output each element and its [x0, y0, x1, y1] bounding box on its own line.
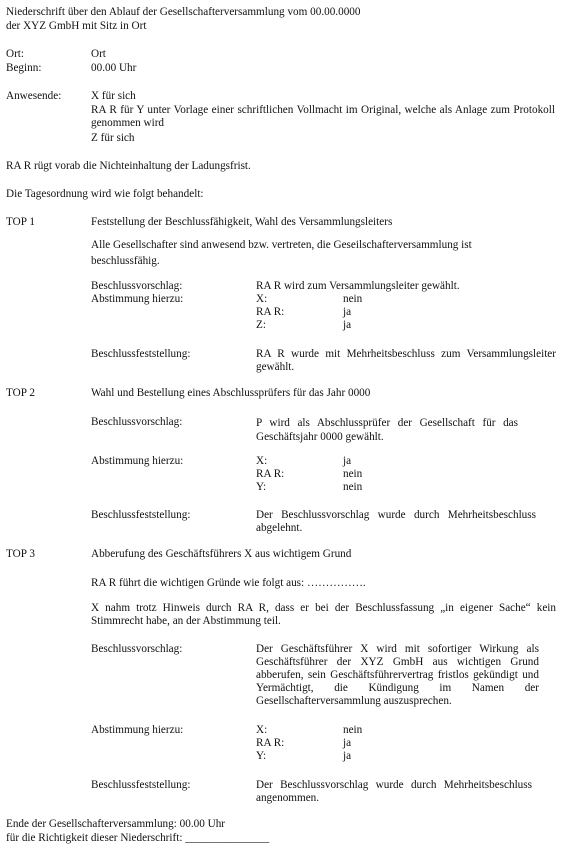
top2-number: TOP 2: [6, 387, 35, 399]
ort-label: Ort:: [6, 48, 25, 60]
top1-feststellung-label: Beschlussfeststellung:: [91, 348, 191, 360]
vote-name: X:: [256, 724, 268, 736]
ort-value: Ort: [91, 48, 106, 60]
top2-abstimmung-label: Abstimmung hierzu:: [91, 455, 184, 467]
vote-value: ja: [343, 737, 352, 749]
tagesordnung-text: Die Tagesordnung wird wie folgt behandelt:: [6, 188, 204, 200]
beginn-label: Beginn:: [6, 62, 42, 74]
vote-value: nein: [343, 481, 363, 493]
vote-value: nein: [343, 468, 363, 480]
vote-name: Y:: [256, 750, 267, 762]
top1-abstimmung-label: Abstimmung hierzu:: [91, 293, 184, 305]
top1-number: TOP 1: [6, 216, 35, 228]
top1-note: Alle Gesellschafter sind anwesend bzw. vertreten, die Geseilschafterversammlung ist beschlussfähig.: [91, 239, 472, 267]
vote-name: RA R:: [256, 306, 285, 318]
top3-abstimmung-label: Abstimmung hierzu:: [91, 724, 184, 736]
vote-name: Z:: [256, 319, 266, 331]
vote-name: RA R:: [256, 468, 285, 480]
top1-title: Feststellung der Beschlussfähigkeit, Wahl des Versammlungsleiters: [91, 216, 393, 228]
top2-feststellung-label: Beschlussfeststellung:: [91, 509, 191, 521]
top3-feststellung-label: Beschlussfeststellung:: [91, 779, 191, 791]
vote-name: X:: [256, 293, 268, 305]
top3-number: TOP 3: [6, 548, 35, 560]
top2-vorschlag-label: Beschlussvorschlag:: [91, 416, 183, 428]
document-title: Niederschrift über den Ablauf der Gesellschafterversammlung vom 00.00.0000: [6, 6, 361, 18]
vote-value: nein: [343, 724, 363, 736]
top3-vorschlag-label: Beschlussvorschlag:: [91, 643, 183, 655]
richtigkeit-signature-line: für die Richtigkeit dieser Niederschrift: _______________: [6, 832, 270, 844]
ruege-text: RA R rügt vorab die Nichteinhaltung der Ladungsfrist.: [6, 160, 251, 172]
top2-title: Wahl und Bestellung eines Abschlussprüfers für das Jahr 0000: [91, 387, 371, 399]
top2-vorschlag-text: P wird als Abschlussprüfer der Gesellschaft für das Geschäftsjahr 0000 gewählt.: [256, 417, 518, 443]
vote-value: ja: [343, 306, 352, 318]
anwesende-label: Anwesende:: [6, 90, 62, 102]
anwesende-item: RA R für Y unter Vorlage einer schriftlichen Vollmacht im Original, welche als Anlage zum Protokoll genommen wird: [91, 104, 555, 129]
vote-value: ja: [343, 750, 352, 762]
top3-vorschlag-text: Der Geschäftsführer X wird mit sofortiger Wirkung als Geschäftsführer der XYZ GmbH aus wichtigen Grund abberufen, sein Geschäftsführervertrag fristlos gekündigt und Yermächtigt, die Kündigung im Namen der Gesellschafterversammlung auszusprechen.: [256, 643, 539, 707]
vote-name: Y:: [256, 481, 267, 493]
document-subtitle: der XYZ GmbH mit Sitz in Ort: [6, 20, 147, 32]
top3-gruende-text: RA R führt die wichtigen Gründe wie folgt aus: …………….: [91, 577, 366, 589]
vote-name: X:: [256, 455, 268, 467]
top1-vorschlag-label: Beschlussvorschlag:: [91, 280, 183, 292]
anwesende-item: X für sich: [91, 90, 136, 102]
top3-feststellung-text: Der Beschlussvorschlag wurde durch Mehrheitsbeschluss angenommen.: [256, 779, 532, 804]
vote-value: nein: [343, 293, 363, 305]
anwesende-item: Z für sich: [91, 132, 135, 144]
vote-name: RA R:: [256, 737, 285, 749]
top3-title: Abberufung des Geschäftsführers X aus wichtigem Grund: [91, 548, 352, 560]
vote-value: ja: [343, 319, 352, 331]
top3-hinweis-text: X nahm trotz Hinweis durch RA R, dass er bei der Beschlussfassung „in eigener Sache“ kein Stimmrecht habe, an der Abstimmung teil.: [91, 602, 556, 627]
top1-vorschlag-text: RA R wird zum Versammlungsleiter gewählt.: [256, 280, 460, 292]
top1-feststellung-text: RA R wurde mit Mehrheitsbeschluss zum Versammlungsleiter gewählt.: [256, 348, 556, 373]
beginn-value: 00.00 Uhr: [91, 62, 137, 74]
ende-text: Ende der Gesellschafterversammlung: 00.00 Uhr: [6, 818, 226, 830]
top2-feststellung-text: Der Beschlussvorschlag wurde durch Mehrheitsbeschluss abgelehnt.: [256, 509, 536, 534]
vote-value: ja: [343, 455, 352, 467]
